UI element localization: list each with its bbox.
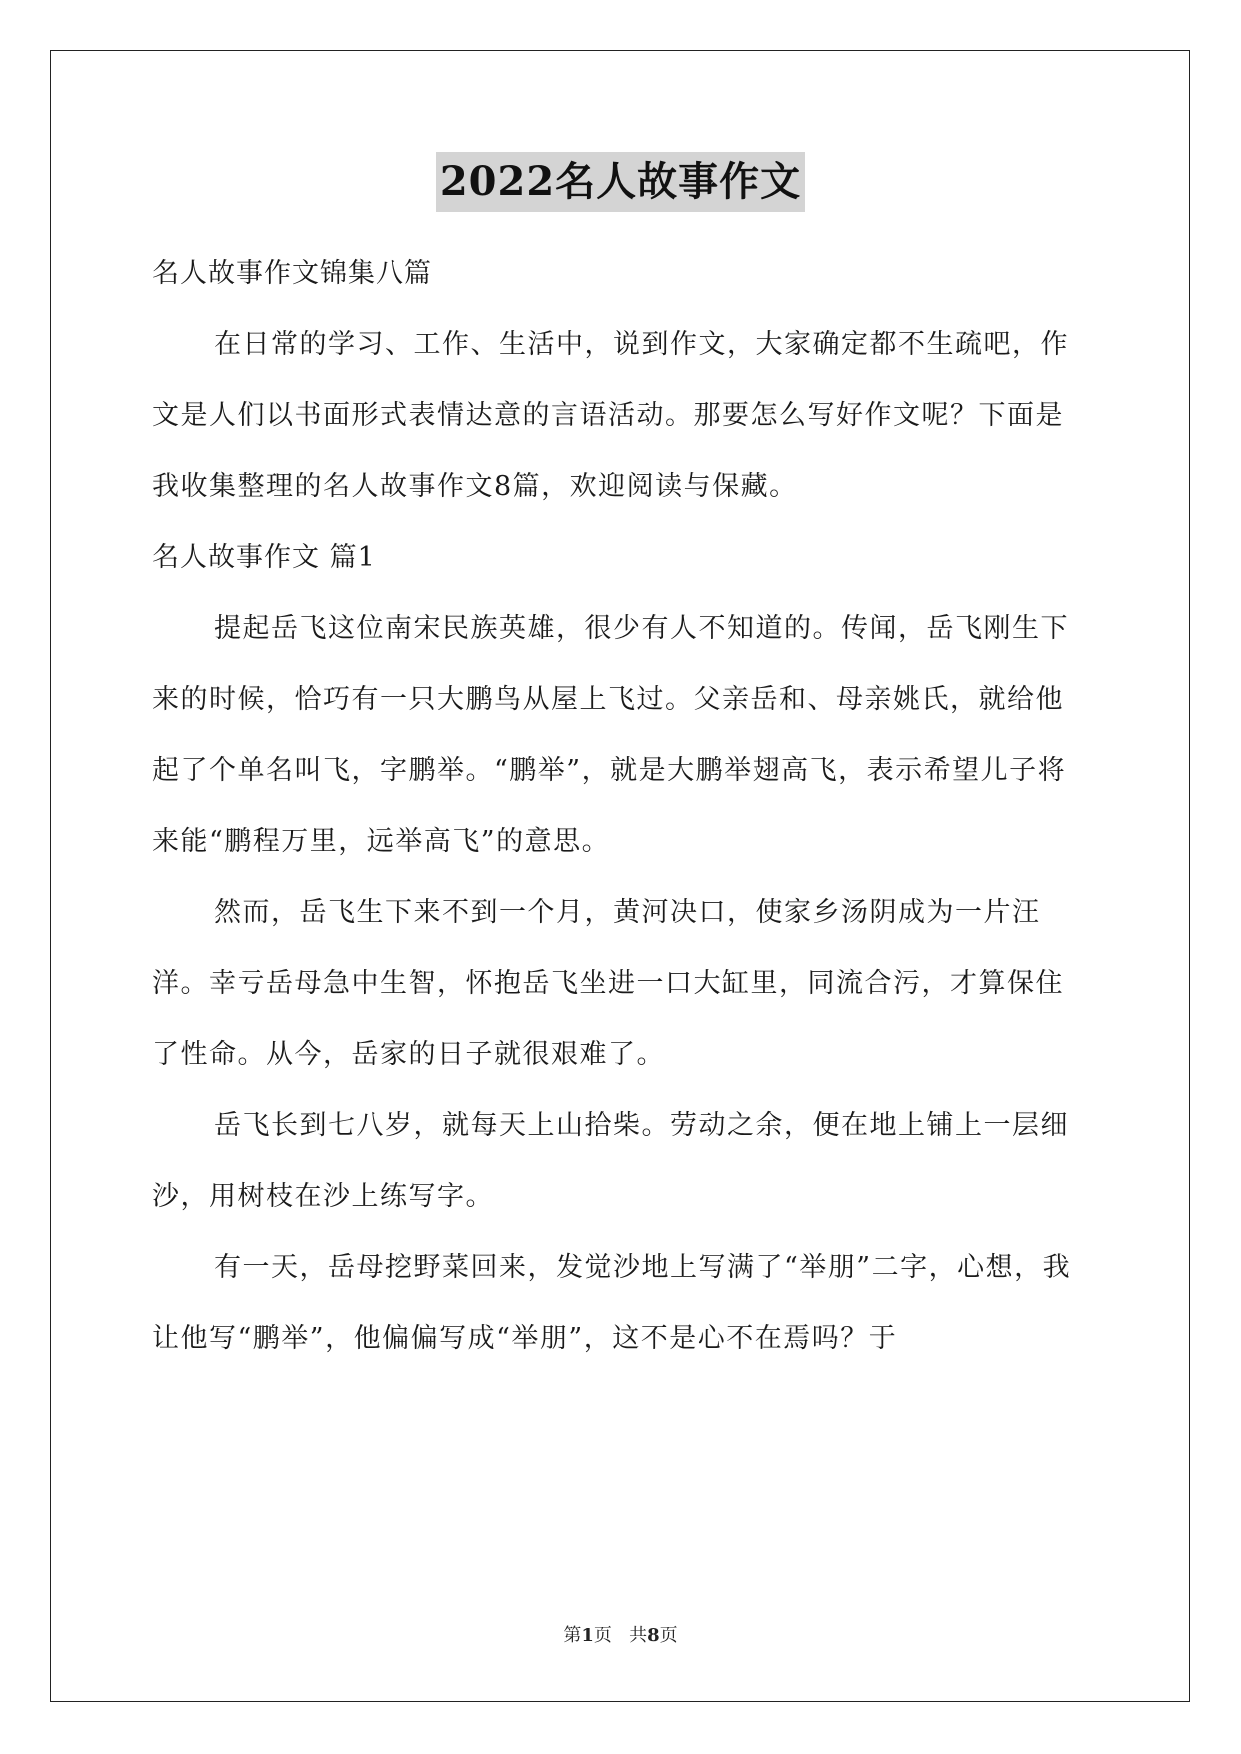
story-paragraph: 提起岳飞这位南宋民族英雄，很少有人不知道的。传闻，岳飞刚生下来的时候，恰巧有一只大鹏鸟从屋上飞过。父亲岳和、母亲姚氏，就给他起了个单名叫飞，字鹏举。“鹏举”，就是大鹏举翅高飞，表示希望儿子将来能“鹏程万里，远举高飞”的意思。 (152, 613, 1069, 857)
section-heading: 名人故事作文 篇1 (152, 542, 376, 573)
story-paragraph: 岳飞长到七八岁，就每天上山拾柴。劳动之余，便在地上铺上一层细沙，用树枝在沙上练写字。 (152, 1110, 1069, 1212)
document-title: 2022名人故事作文 (436, 152, 805, 212)
story-paragraph: 有一天，岳母挖野菜回来，发觉沙地上写满了“举朋”二字，心想，我让他写“鹏举”，他偏偏写成“举朋”，这不是心不在焉吗？于 (152, 1252, 1072, 1354)
footer-middle: 页 共 (593, 1625, 648, 1646)
current-page-number: 1 (581, 1625, 594, 1646)
page-footer (0, 1624, 1241, 1648)
total-pages-number: 8 (647, 1625, 660, 1646)
title-container (0, 152, 1241, 212)
story-paragraph: 然而，岳飞生下来不到一个月，黄河决口，使家乡汤阴成为一片汪洋。幸亏岳母急中生智，怀抱岳飞坐进一口大缸里，同流合污，才算保住了性命。从今，岳家的日子就很艰难了。 (152, 897, 1064, 1070)
footer-suffix: 页 (659, 1625, 678, 1646)
footer-prefix: 第 (563, 1625, 582, 1646)
collection-heading: 名人故事作文锦集八篇 (152, 258, 432, 289)
intro-paragraph: 在日常的学习、工作、生活中，说到作文，大家确定都不生疏吧，作文是人们以书面形式表情达意的言语活动。那要怎么写好作文呢？下面是我收集整理的名人故事作文8篇，欢迎阅读与保藏。 (152, 329, 1069, 502)
document-body (152, 238, 1092, 1374)
